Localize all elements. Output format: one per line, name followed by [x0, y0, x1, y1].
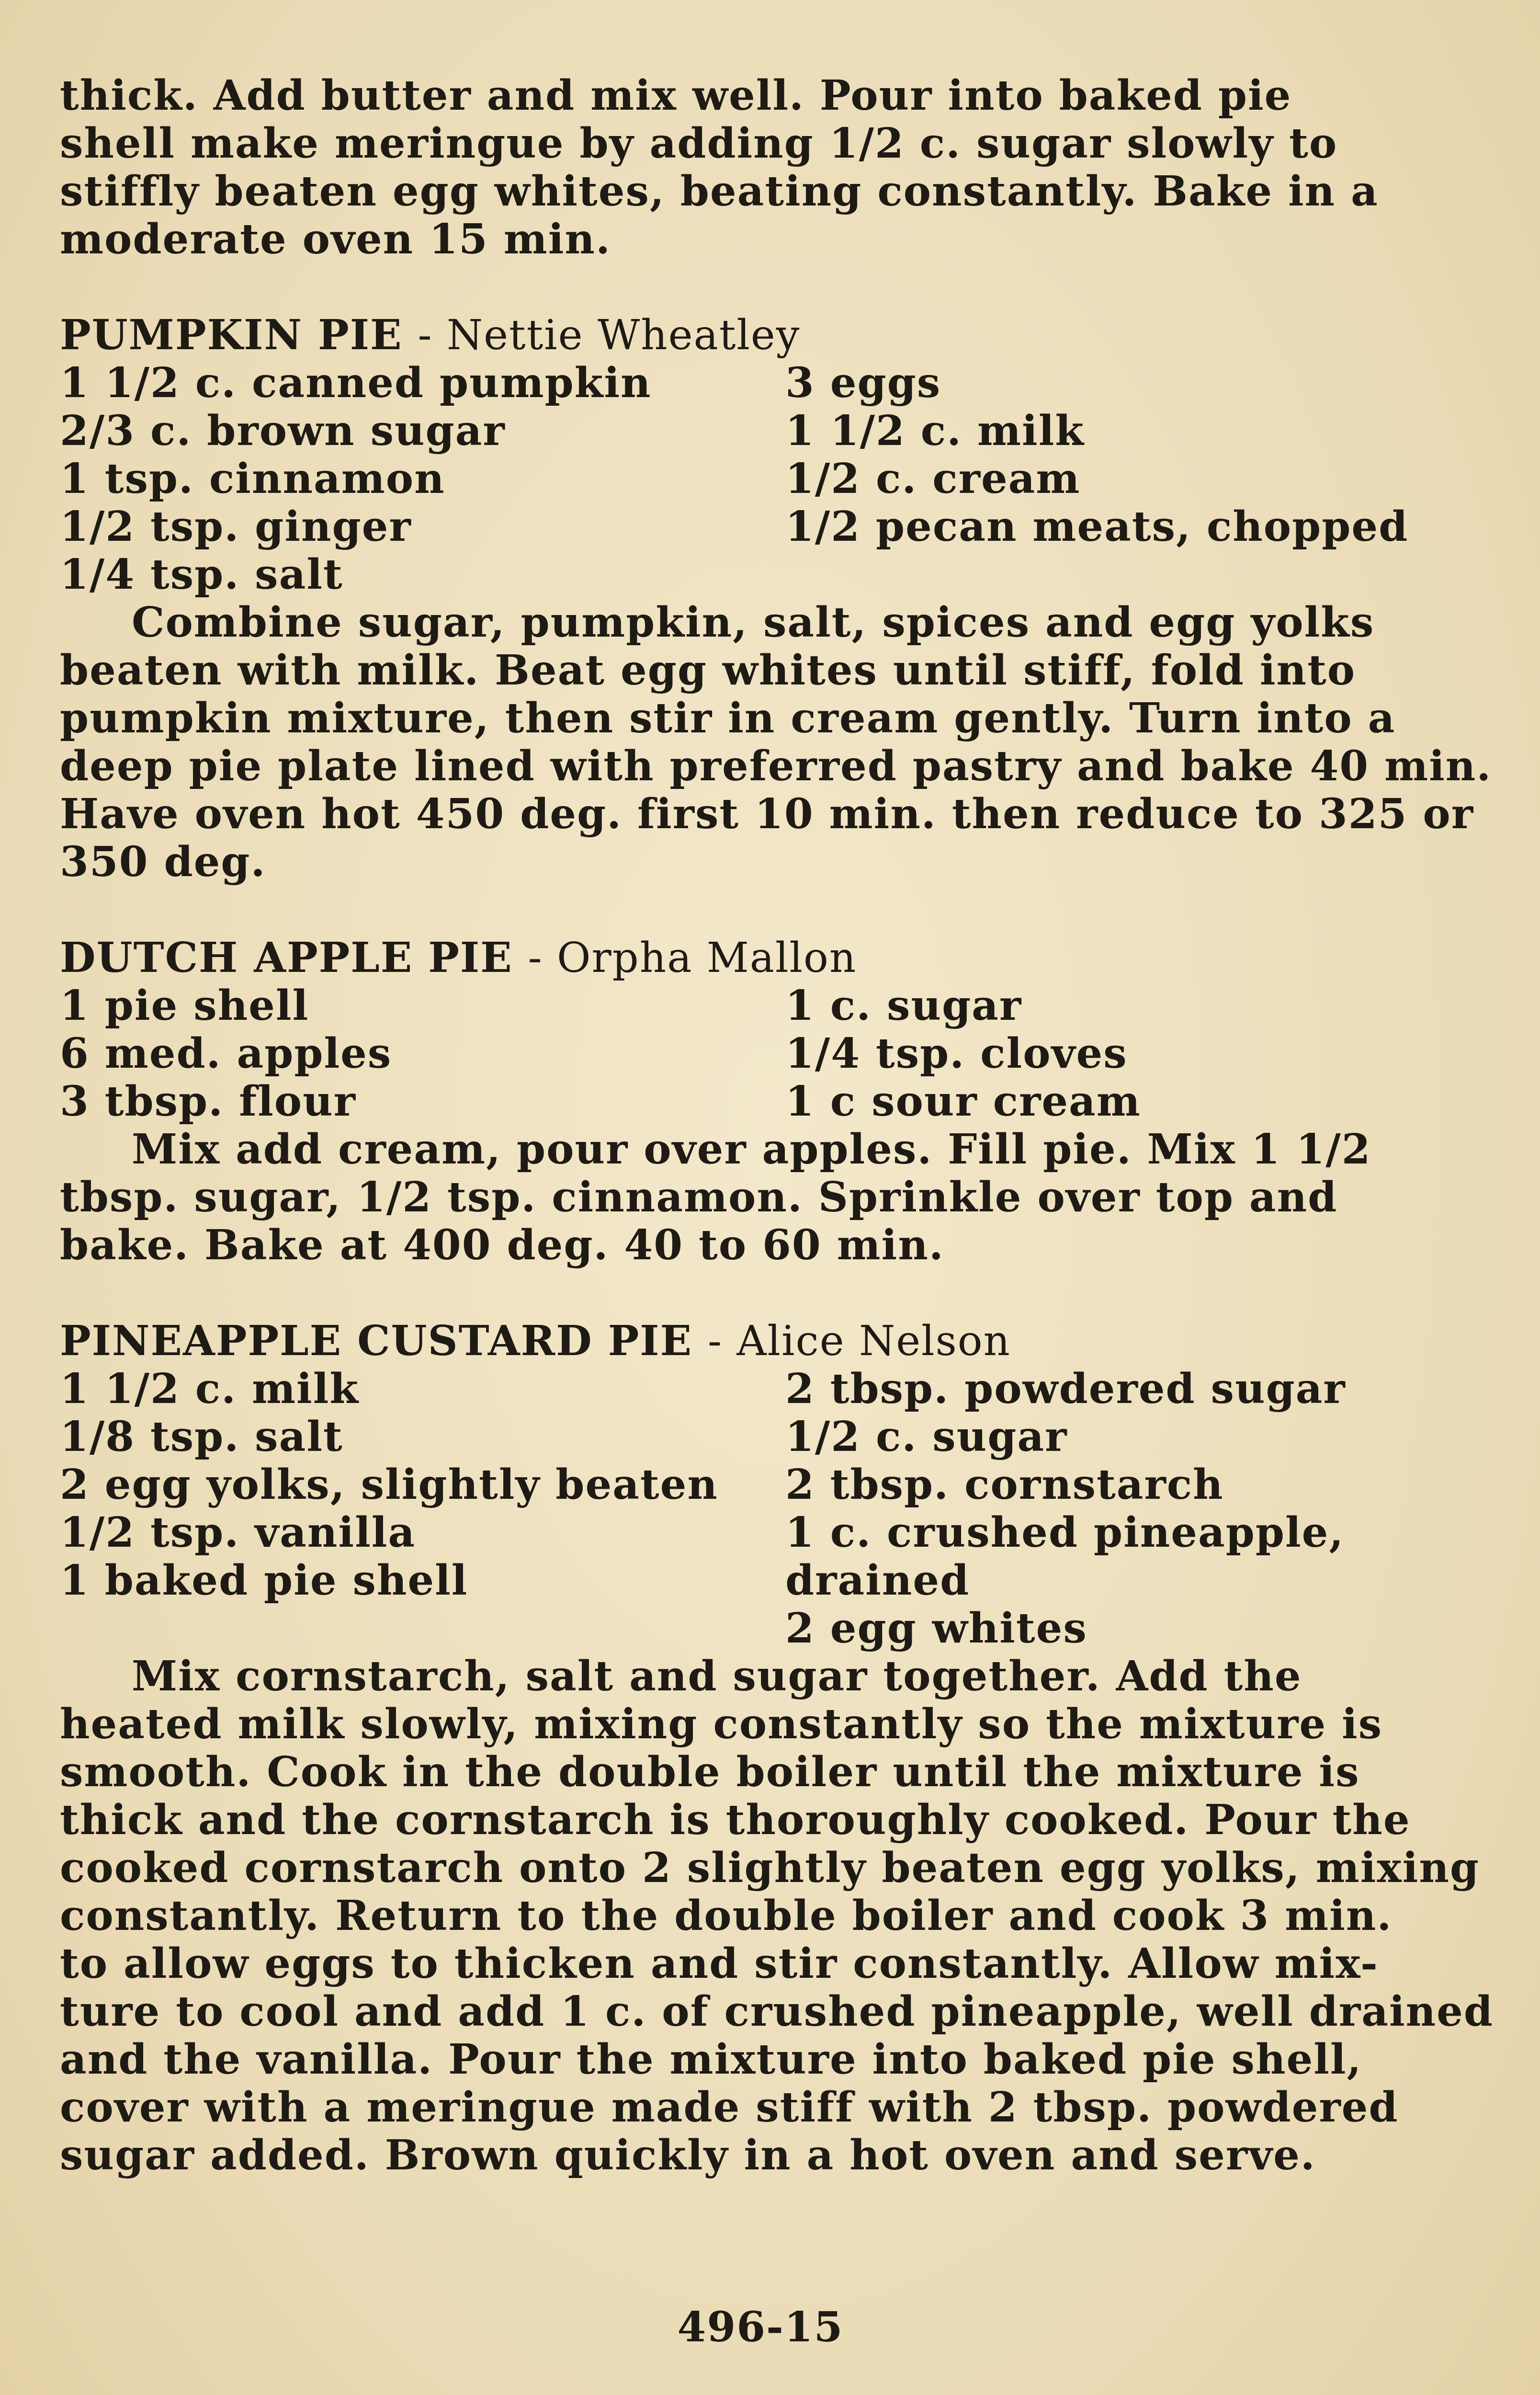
recipe-directions: [60, 599, 1492, 886]
ingredient-list: [60, 982, 1492, 1126]
page-content: [60, 72, 1492, 2179]
recipe-author: - Nettie Wheatley: [418, 311, 801, 359]
recipe-author: - Orpha Mallon: [528, 934, 857, 982]
ingredient-row: [60, 1605, 1492, 1653]
ingredient: 2 tbsp. powdered sugar: [785, 1365, 1346, 1413]
ingredient: 2 tbsp. cornstarch: [785, 1460, 1224, 1509]
spacer: [60, 886, 1492, 934]
ingredient: 1 1/2 c. milk: [785, 407, 1085, 455]
recipe-name: DUTCH APPLE PIE: [60, 934, 513, 982]
ingredient-row: [60, 359, 1492, 407]
ingredient: 6 med. apples: [60, 1029, 392, 1078]
ingredient: 3 tbsp. flour: [60, 1077, 356, 1126]
direction-line: ture to cool and add 1 c. of crushed pineapple, well drained: [60, 1987, 1494, 2036]
ingredient-row: [60, 503, 1492, 551]
recipe-name: PINEAPPLE CUSTARD PIE: [60, 1317, 693, 1365]
direction-line: sugar added. Brown quickly in a hot oven and serve.: [60, 2131, 1316, 2179]
direction-line: heated milk slowly, mixing constantly so the mixture is: [60, 1700, 1383, 1748]
ingredient-row: [60, 1030, 1492, 1078]
direction-line: cooked cornstarch onto 2 slightly beaten egg yolks, mixing: [60, 1844, 1480, 1892]
ingredient: 1 c. crushed pineapple,: [785, 1508, 1345, 1557]
recipe-dutch-apple-pie: [60, 934, 1492, 1269]
ingredient: drained: [785, 1556, 970, 1605]
direction-line: Have oven hot 450 deg. first 10 min. then reduce to 325 or: [60, 790, 1474, 838]
direction-line: 350 deg.: [60, 838, 266, 886]
ingredient: 1/2 tsp. ginger: [60, 502, 412, 551]
intro-paragraph: [60, 72, 1492, 263]
direction-line: to allow eggs to thicken and stir constantly. Allow mix-: [60, 1939, 1379, 1988]
ingredient: 1/4 tsp. cloves: [785, 1029, 1128, 1078]
ingredient: 1 c sour cream: [785, 1077, 1141, 1126]
direction-line: Mix add cream, pour over apples. Fill pie. Mix 1 1/2: [132, 1125, 1371, 1174]
spacer: [60, 263, 1492, 311]
recipe-title: [60, 1317, 1492, 1365]
ingredient-row: [60, 982, 1492, 1030]
recipe-title: [60, 311, 1492, 359]
ingredient: 1/8 tsp. salt: [60, 1413, 343, 1461]
direction-line: cover with a meringue made stiff with 2 tbsp. powdered: [60, 2083, 1399, 2132]
recipe-directions: [60, 1126, 1492, 1269]
recipe-title: [60, 934, 1492, 982]
ingredient: 2/3 c. brown sugar: [60, 407, 506, 455]
ingredient-row: [60, 1413, 1492, 1461]
ingredient: 1 1/2 c. canned pumpkin: [60, 359, 652, 407]
ingredient-row: [60, 1509, 1492, 1557]
ingredient: [60, 1605, 785, 1653]
intro-line: moderate oven 15 min.: [60, 215, 611, 263]
direction-line: Mix cornstarch, salt and sugar together. Add the: [132, 1652, 1302, 1700]
recipe-pineapple-custard-pie: [60, 1317, 1492, 2179]
recipe-name: PUMPKIN PIE: [60, 311, 403, 359]
ingredient: 2 egg whites: [785, 1604, 1087, 1653]
ingredient: 1/2 pecan meats, chopped: [785, 502, 1409, 551]
direction-line: pumpkin mixture, then stir in cream gently. Turn into a: [60, 694, 1396, 742]
spacer: [60, 1269, 1492, 1317]
ingredient: 1/4 tsp. salt: [60, 550, 343, 599]
ingredient: 2 egg yolks, slightly beaten: [60, 1460, 718, 1509]
ingredient-row: [60, 455, 1492, 503]
ingredient-row: [60, 1078, 1492, 1126]
ingredient: 3 eggs: [785, 359, 941, 407]
ingredient-row: [60, 551, 1492, 599]
direction-line: deep pie plate lined with preferred pastry and bake 40 min.: [60, 742, 1492, 790]
ingredient: 1 tsp. cinnamon: [60, 455, 445, 503]
ingredient-list: [60, 359, 1492, 599]
ingredient: 1 1/2 c. milk: [60, 1365, 359, 1413]
ingredient-row: [60, 1557, 1492, 1605]
direction-line: smooth. Cook in the double boiler until the mixture is: [60, 1748, 1360, 1796]
intro-line: stiffly beaten egg whites, beating constantly. Bake in a: [60, 167, 1379, 216]
page-number: 496-15: [677, 2303, 844, 2351]
ingredient-row: [60, 407, 1492, 455]
intro-line: thick. Add butter and mix well. Pour into baked pie: [60, 71, 1292, 120]
direction-line: bake. Bake at 400 deg. 40 to 60 min.: [60, 1221, 944, 1269]
ingredient-row: [60, 1461, 1492, 1509]
ingredient: 1/2 tsp. vanilla: [60, 1508, 416, 1557]
ingredient-row: [60, 1365, 1492, 1413]
direction-line: Combine sugar, pumpkin, salt, spices and egg yolks: [132, 598, 1375, 647]
ingredient: 1 baked pie shell: [60, 1556, 468, 1605]
direction-line: tbsp. sugar, 1/2 tsp. cinnamon. Sprinkle over top and: [60, 1173, 1338, 1221]
recipe-pumpkin-pie: [60, 311, 1492, 886]
direction-line: and the vanilla. Pour the mixture into baked pie shell,: [60, 2035, 1362, 2084]
direction-line: thick and the cornstarch is thoroughly cooked. Pour the: [60, 1796, 1411, 1844]
direction-line: constantly. Return to the double boiler and cook 3 min.: [60, 1892, 1393, 1940]
ingredient: 1/2 c. sugar: [785, 1413, 1068, 1461]
ingredient: 1 c. sugar: [785, 981, 1022, 1030]
intro-line: shell make meringue by adding 1/2 c. sugar slowly to: [60, 119, 1338, 168]
recipe-directions: [60, 1653, 1492, 2179]
ingredient: 1/2 c. cream: [785, 455, 1081, 503]
ingredient: 1 pie shell: [60, 981, 309, 1030]
direction-line: beaten with milk. Beat egg whites until stiff, fold into: [60, 646, 1356, 695]
ingredient-list: [60, 1365, 1492, 1653]
recipe-author: - Alice Nelson: [708, 1317, 1011, 1365]
